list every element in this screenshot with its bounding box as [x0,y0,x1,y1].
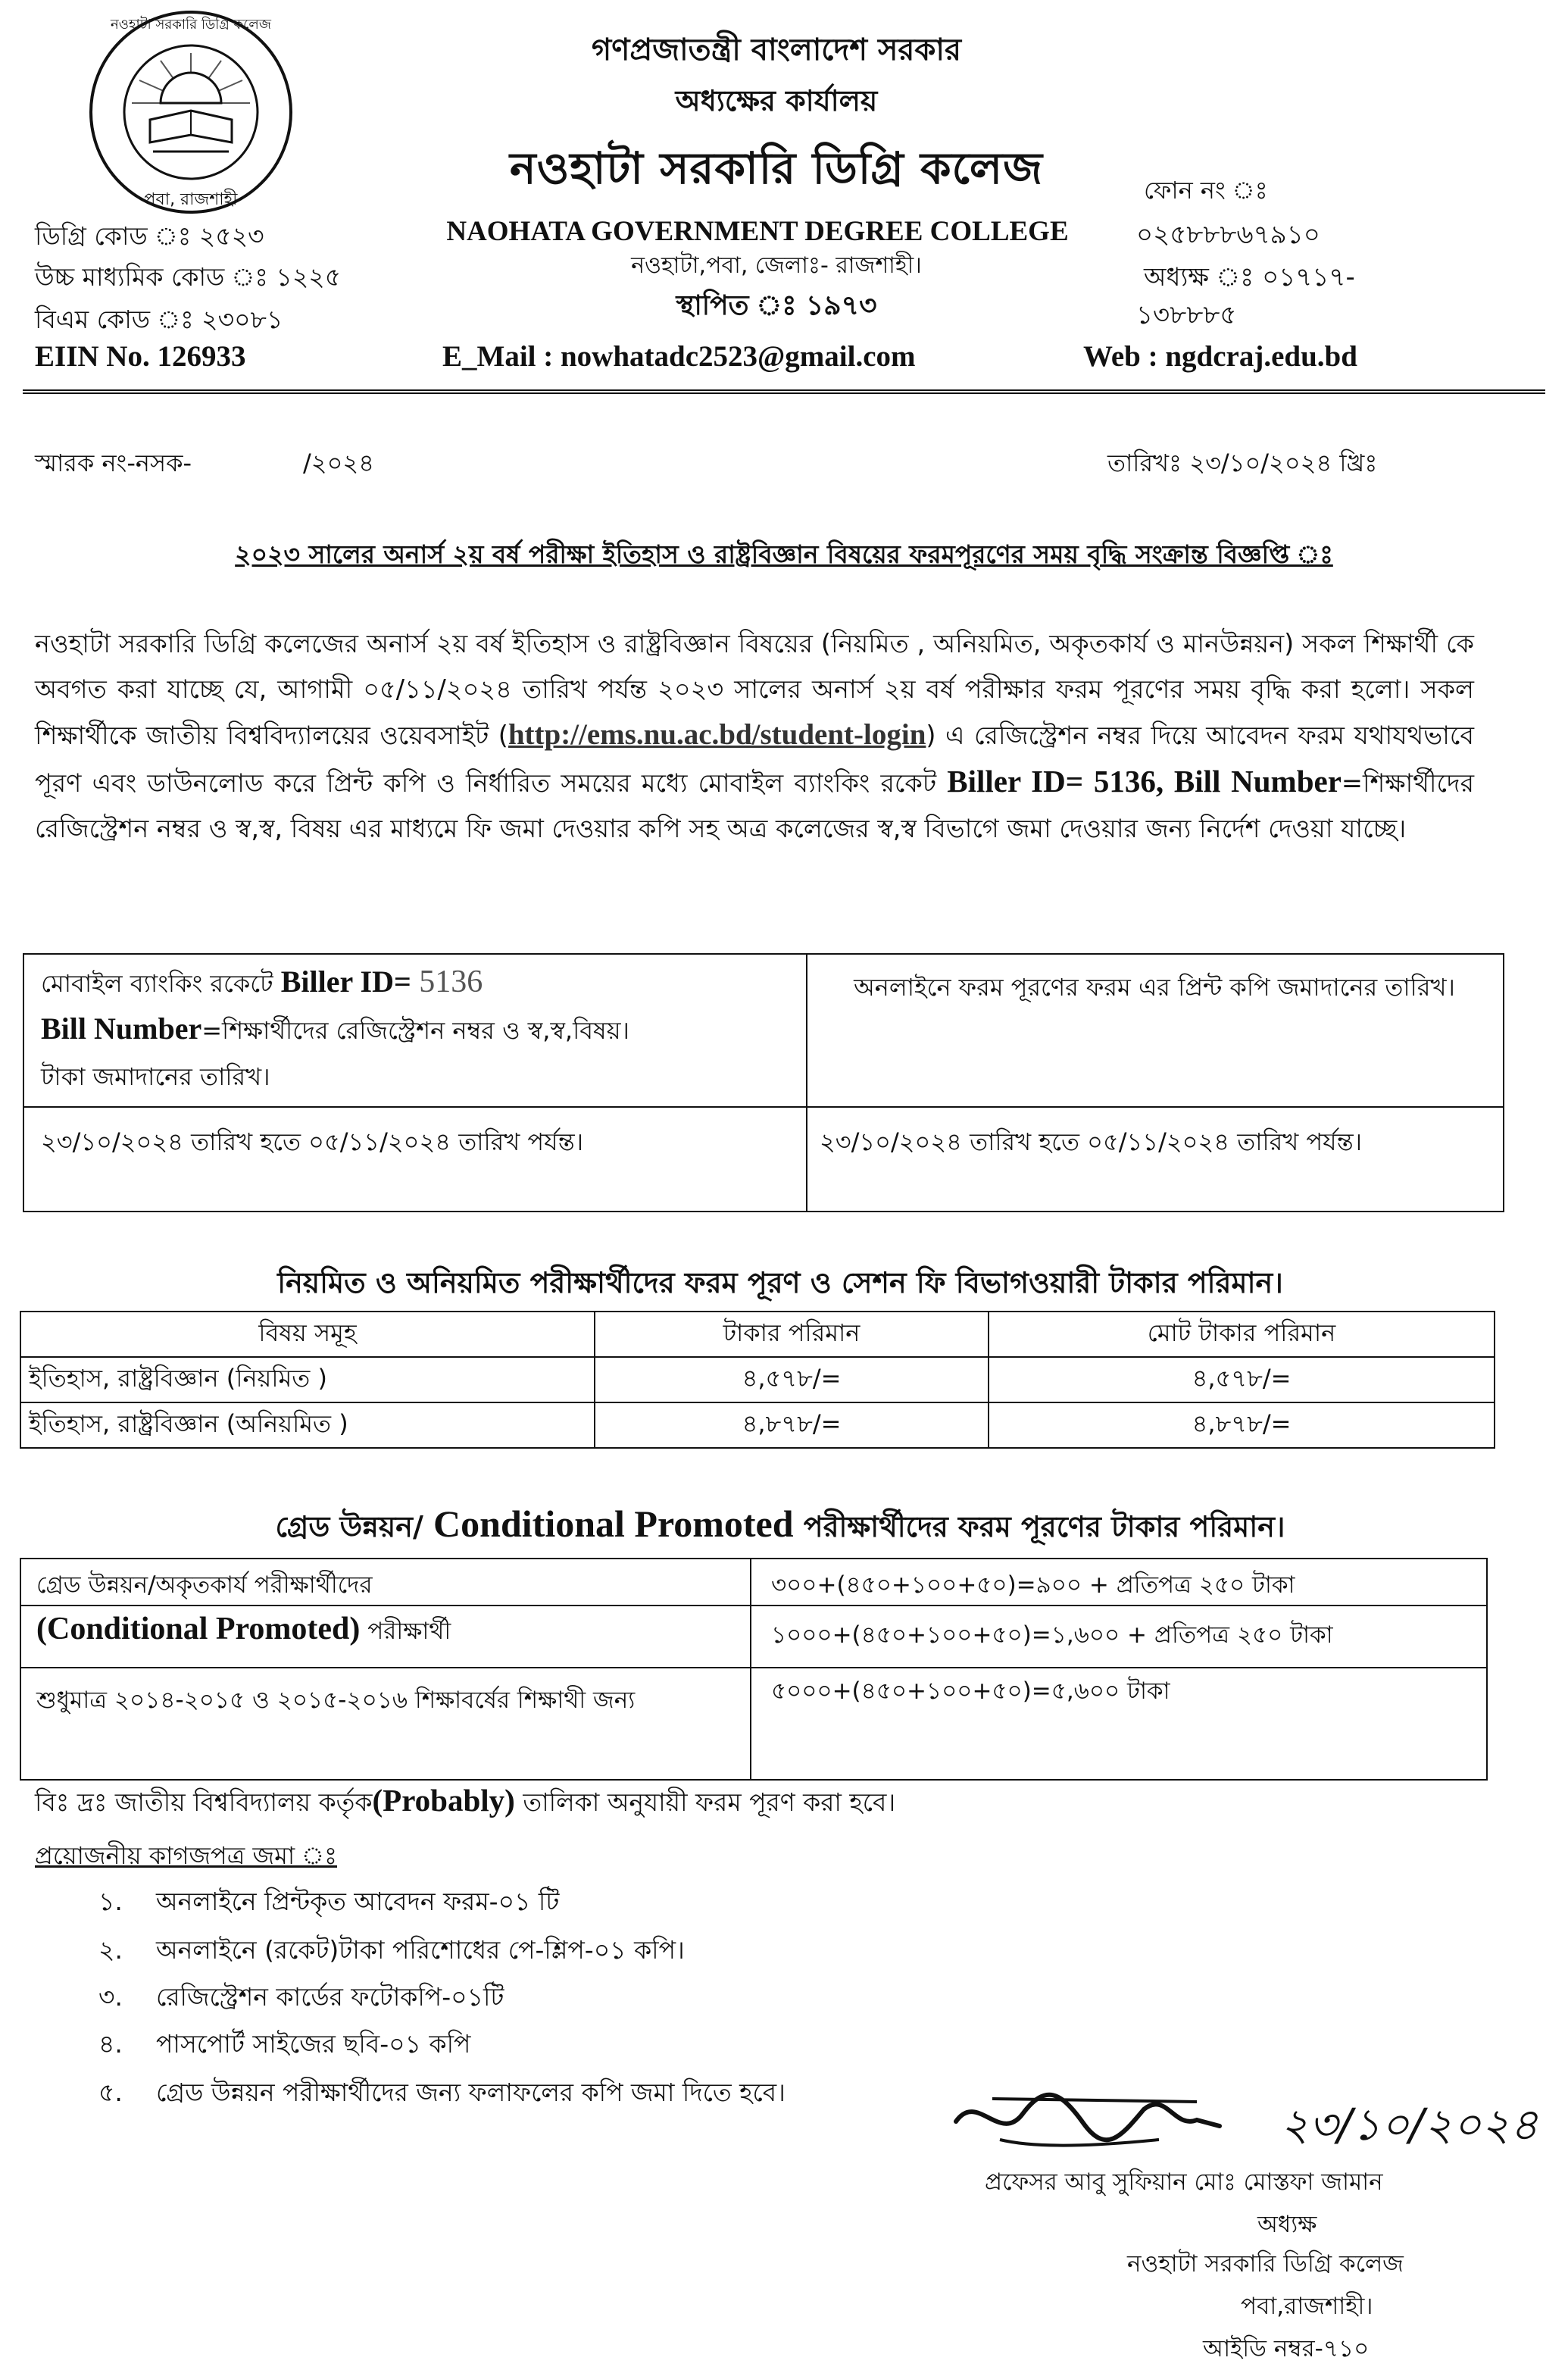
college-logo [85,6,297,218]
memo-year: /২০২৪ [303,449,374,477]
college-name-en: NAOHATA GOVERNMENT DEGREE COLLEGE [446,216,1069,247]
amount-cell: ৪,৫৭৮/= [595,1357,989,1402]
hsc-code: উচ্চ মাধ্যমিক কোড ঃ ১২২৫ [35,262,342,292]
nu-student-login-link[interactable]: http://ems.nu.ac.bd/student-login [508,718,926,751]
list-item: গ্রেড উন্নয়ন পরীক্ষার্থীদের জন্য ফলাফলের কপি জমা দিতে হবে। [156,2078,786,2107]
list-item-number: ৩. [98,1982,123,2012]
grade-row-1-fee: ৩০০+(৪৫০+১০০+৫০)=৯০০ + প্রতিপত্র ২৫০ টাকা [771,1571,1295,1599]
table-row [20,1402,1495,1448]
print-copy-date-header: অনলাইনে ফরম পূরণের ফরম এর প্রিন্ট কপি জমাদানের তারিখ। [854,973,1455,1002]
grade-improvement-table [20,1558,1488,1781]
subject-cell: ইতিহাস, রাষ্ট্রবিজ্ঞান (অনিয়মিত ) [20,1402,595,1448]
signatory-college: নওহাটা সরকারি ডিগ্রি কলেজ [1127,2250,1404,2278]
signatory-id: আইডি নম্বর-৭১০ [1203,2335,1370,2362]
bm-code: বিএম কোড ঃ ২৩০৮১ [35,305,283,334]
payment-date-table [23,953,1504,1212]
grade-row-1-category: গ্রেড উন্নয়ন/অকৃতকার্য পরীক্ষার্থীদের [36,1571,373,1599]
list-item-number: ৫. [98,2078,123,2107]
list-item-number: ১. [98,1887,123,1916]
grade-row-3-fee: ৫০০০+(৪৫০+১০০+৫০)=৫,৬০০ টাকা [771,1677,1170,1705]
payment-deposit-date-label: টাকা জমাদানের তারিখ। [41,1062,270,1091]
list-item-number: ৪. [98,2029,123,2059]
notice-date: তারিখঃ ২৩/১০/২০২৪ খ্রিঃ [1107,449,1378,477]
body-part-2: ) এ রেজিস্ট্রেশন নম্বর দিয়ে আবেদন ফরম যথাযথভাবে পূরণ এবং ডাউনলোড করে প্রিন্ট কপি ও নির্ধারিত সময়ের মধ্যে মোবাইল ব্যাংকিং রকেট [35,721,1474,798]
payment-date-range: ২৩/১০/২০২৪ তারিখ হতে ০৫/১১/২০২৪ তারিখ পর্যন্ত। [41,1127,584,1156]
grade-row-3-category: শুধুমাত্র ২০১৪-২০১৫ ও ২০১৫-২০১৬ শিক্ষাবর্ষের শিক্ষাথী জন্য [36,1687,636,1714]
notice-body [35,621,1474,852]
payment-biller-id: মোবাইল ব্যাংকিং রকেটে Biller ID= 5136 [41,965,483,999]
list-item-number: ২. [98,1935,123,1965]
principal-phone: অধ্যক্ষ ঃ ০১৭১৭- [1144,262,1355,292]
principal-phone-continued: ১৩৮৮৮৫ [1136,300,1237,330]
list-item: পাসপোর্ট সাইজের ছবি-০১ কপি [156,2029,471,2059]
list-item: রেজিস্ট্রেশন কার্ডের ফটোকপি-০১টি [156,1982,504,2012]
college-name-bn: নওহাটা সরকারি ডিগ্রি কলেজ [509,142,1044,194]
government-title: গণপ্রজাতন্ত্রী বাংলাদেশ সরকার [592,33,961,67]
eiin-number: EIIN No. 126933 [35,340,246,373]
signatory-name: প্রফেসর আবু সুফিয়ান মোঃ মোস্তফা জামান [985,2168,1383,2196]
notice-subject: ২০২৩ সালের অনার্স ২য় বর্ষ পরীক্ষা ইতিহাস ও রাষ্ট্রবিজ্ঞান বিষয়ের ফরমপূরণের সময় বৃদ্ধি সংক্রান্ত বিজ্ঞপ্তি ঃ [235,539,1333,569]
grade-table-title: গ্রেড উন্নয়ন/ Conditional Promoted পরীক্ষার্থীদের ফরম পূরণের টাকার পরিমান। [275,1502,1285,1545]
print-copy-date-range: ২৩/১০/২০২৪ তারিখ হতে ০৫/১১/২০২৪ তারিখ পর্যন্ত। [820,1127,1363,1156]
svg-text:২৩/১০/২০২৪: ২৩/১০/২০২৪ [1280,2099,1538,2150]
special-note: বিঃ দ্রঃ জাতীয় বিশ্ববিদ্যালয় কর্তৃক(Probably) তালিকা অনুযায়ী ফরম পূরণ করা হবে। [35,1783,896,1818]
grade-row-2-fee: ১০০০+(৪৫০+১০০+৫০)=১,৬০০ + প্রতিপত্র ২৫০ টাকা [771,1621,1333,1649]
column-header-amount: টাকার পরিমান [595,1312,989,1357]
memo-number: স্মারক নং-নসক- [35,449,192,477]
total-cell: ৪,৫৭৮/= [989,1357,1495,1402]
fee-table [20,1311,1495,1449]
grade-row-2-category: (Conditional Promoted) পরীক্ষার্থী [36,1612,451,1646]
total-cell: ৪,৮৭৮/= [989,1402,1495,1448]
svg-text:নওহাটা সরকারি ডিগ্রি কলেজ: নওহাটা সরকারি ডিগ্রি কলেজ [111,17,271,33]
signatory-place: পবা,রাজশাহী। [1241,2293,1373,2320]
signatory-title: অধ্যক্ষ [1257,2211,1317,2238]
fee-table-header [20,1312,1495,1357]
amount-cell: ৪,৮৭৮/= [595,1402,989,1448]
body-part-3: =শিক্ষার্থীদের রেজিস্ট্রেশন নম্বর ও স্ব,স্ব, বিষয় এর মাধ্যমে ফি জমা দেওয়ার কপি সহ অত্র কলেজের স্ব,স্ব বিভাগে জমা দেওয়ার জন্য নির্দেশ দেওয়া যাচ্ছে। [35,768,1475,843]
list-item: অনলাইনে (রকেট)টাকা পরিশোধের পে-শ্লিপ-০১ কপি। [156,1935,685,1965]
established-year: স্থাপিত ঃ ১৯৭৩ [676,290,877,321]
phone-number: ০২৫৮৮৮৬৭৯১০ [1136,220,1320,250]
phone-label: ফোন নং ঃ [1144,176,1268,205]
list-item: অনলাইনে প্রিন্টকৃত আবেদন ফরম-০১ টি [156,1887,560,1916]
column-header-subject: বিষয় সমূহ [20,1312,595,1357]
college-email: E_Mail : nowhatadc2523@gmail.com [442,340,916,373]
degree-code: ডিগ্রি কোড ঃ ২৫২৩ [35,221,264,251]
office-title: অধ্যক্ষের কার্যালয় [675,84,878,117]
college-website: Web : ngdcraj.edu.bd [1083,340,1357,373]
svg-text:পবা, রাজশাহী: পবা, রাজশাহী [144,190,238,209]
table-row [20,1357,1495,1402]
fee-table-title: নিয়মিত ও অনিয়মিত পরীক্ষার্থীদের ফরম পূরণ ও সেশন ফি বিভাগওয়ারী টাকার পরিমান। [277,1266,1283,1299]
body-biller-info: Biller ID= 5136, Bill Number [947,764,1342,799]
college-address: নওহাটা,পবা, জেলাঃ- রাজশাহী। [631,252,922,279]
column-header-total: মোট টাকার পরিমান [989,1312,1495,1357]
required-documents-title: প্রয়োজনীয় কাগজপত্র জমা ঃ [35,1841,338,1870]
payment-bill-number: Bill Number=শিক্ষার্থীদের রেজিস্ট্রেশন নম্বর ও স্ব,স্ব,বিষয়। [41,1011,629,1046]
body-part-1: নওহাটা সরকারি ডিগ্রি কলেজের অনার্স ২য় বর্ষ ইতিহাস ও রাষ্ট্রবিজ্ঞান বিষয়ের (নিয়মিত , অনিয়মিত, অকৃতকার্য ও মানউন্নয়ন) সকল শিক্ষার্থী কে অবগত করা যাচ্ছে যে, আগামী ০৫/১১/২০২৪ তারিখ পর্যন্ত ২০২৩ সালের অনার্স ২য় বর্ষ পরীক্ষার ফরম পূরণের সময় বৃদ্ধি করা হলো। সকল শিক্ষার্থীকে জাতীয় বিশ্ববিদ্যালয়ের ওয়েবসাইট ( [35,629,1474,750]
header-divider [23,389,1545,394]
subject-cell: ইতিহাস, রাষ্ট্রবিজ্ঞান (নিয়মিত ) [20,1357,595,1402]
